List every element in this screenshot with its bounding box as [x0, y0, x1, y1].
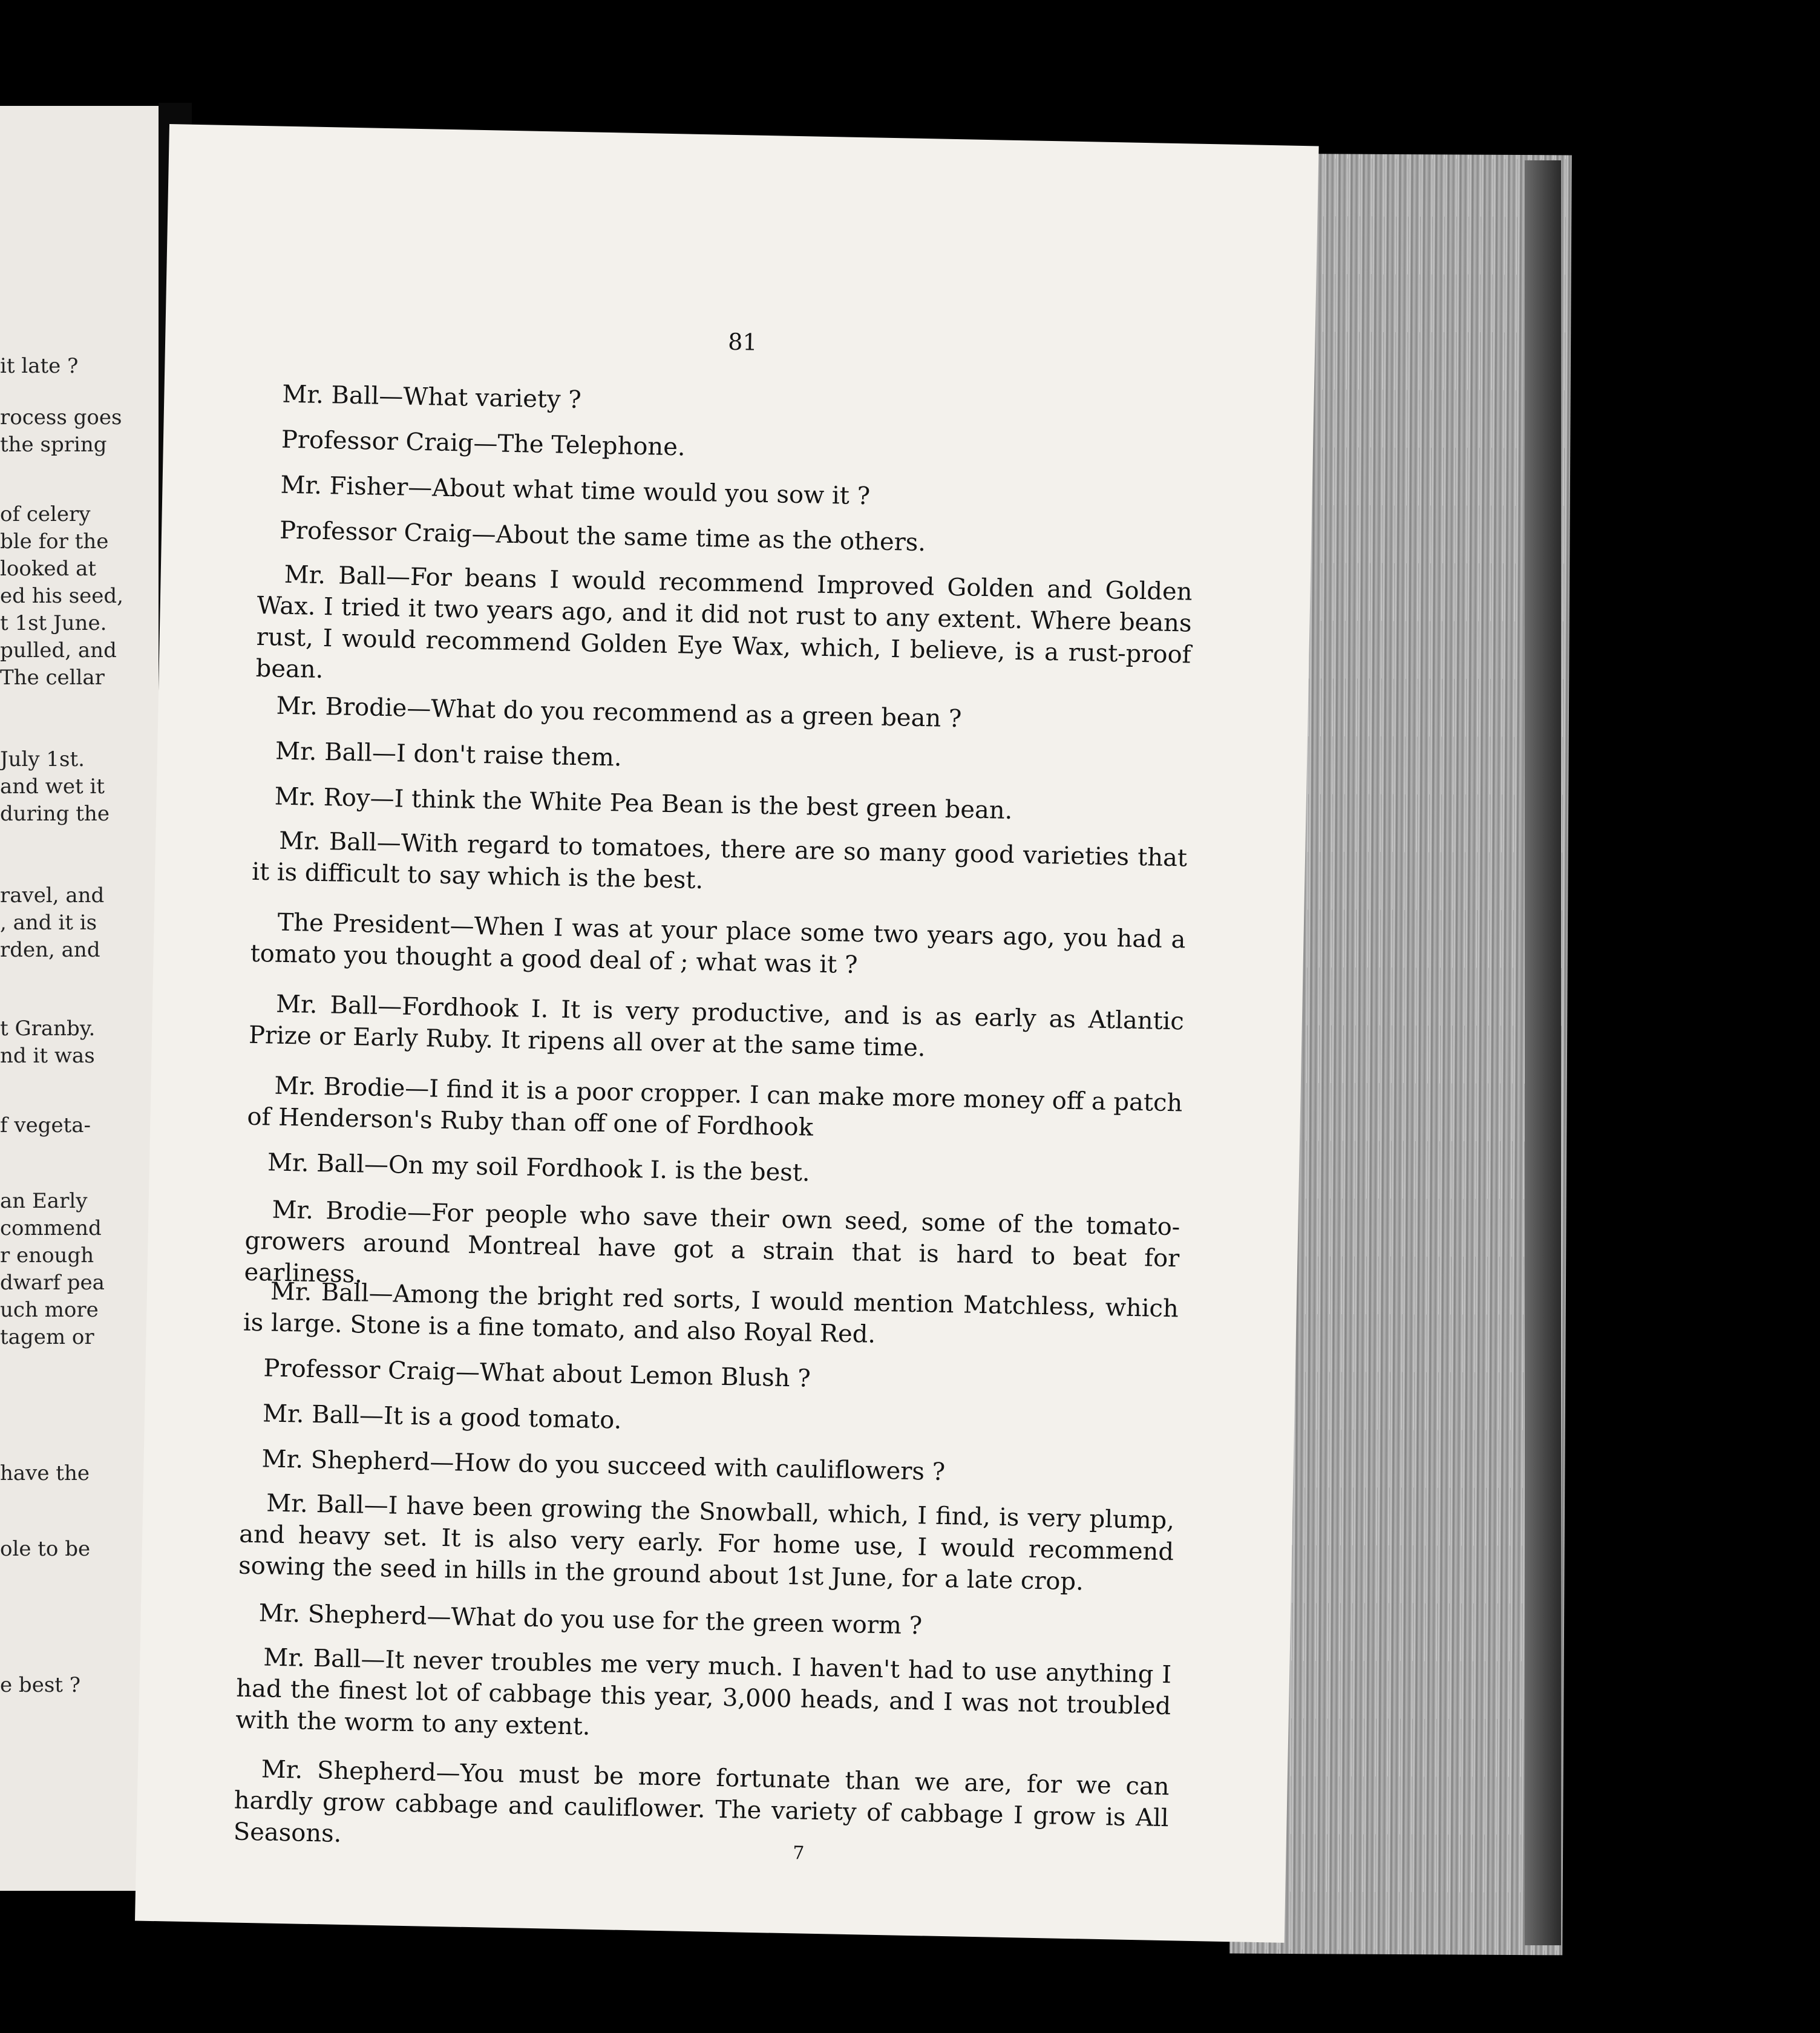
left-fragment: tagem or	[0, 1325, 94, 1349]
dialogue-paragraph: Mr. Brodie—For people who save their own seed, some of the tomato-growers around Montreal have got a strain that is hard to beat for earliness.	[244, 1196, 1180, 1289]
dialogue-paragraph: Mr. Ball—It never troubles me very much. I haven't had to use anything I had the finest lot of cabbage this year, 3,000 heads, and I was not troubled with the worm to any extent.	[235, 1643, 1172, 1741]
dialogue-paragraph: Mr. Ball—Among the bright red sorts, I would mention Matchless, which is large. Stone is a fine tomato, and also Royal Red.	[243, 1277, 1179, 1349]
dialogue-line: Mr. Ball—It is a good tomato.	[262, 1400, 622, 1435]
left-page	[0, 106, 159, 1891]
left-fragment: r enough	[0, 1243, 94, 1268]
dialogue-line: Professor Craig—The Telephone.	[281, 425, 686, 462]
left-fragment: have the	[0, 1461, 90, 1485]
left-fragment: looked at	[0, 557, 97, 581]
dialogue-paragraph: Mr. Ball—Fordhook I. It is very productive, and is as early as Atlantic Prize or Early Ruby. It ripens all over at the same time.	[248, 990, 1185, 1062]
left-fragment: of celery	[0, 502, 91, 526]
left-fragment: and wet it	[0, 774, 105, 799]
dialogue-paragraph: Mr. Ball—I have been growing the Snowball, which, I find, is very plump, and heavy set. It is also very early. For home use, I would recommend sowing the seed in hills in the ground about 1st June, for a late crop.	[238, 1489, 1175, 1596]
left-fragment: t Granby.	[0, 1016, 96, 1041]
dialogue-line: Professor Craig—About the same time as the others.	[279, 516, 926, 557]
left-fragment: the spring	[0, 433, 107, 457]
left-fragment: it late ?	[0, 354, 79, 378]
left-fragment: e best ?	[0, 1673, 80, 1697]
dialogue-line: Mr. Roy—I think the White Pea Bean is the best green bean.	[274, 782, 1013, 825]
dialogue-line: Mr. Fisher—About what time would you sow it ?	[280, 471, 871, 511]
dialogue-line: Mr. Ball—I don't raise them.	[275, 737, 623, 772]
left-fragment: dwarf pea	[0, 1271, 105, 1295]
left-fragment: t 1st June.	[0, 611, 107, 635]
left-fragment: nd it was	[0, 1044, 95, 1068]
dialogue-line: Mr. Ball—What variety ?	[282, 380, 582, 414]
page-number: 81	[727, 328, 758, 356]
left-fragment: ble for the	[0, 529, 109, 554]
left-fragment: f vegeta-	[0, 1113, 91, 1138]
left-fragment: uch more	[0, 1298, 99, 1322]
left-fragment: rden, and	[0, 938, 100, 962]
signature-mark: 7	[792, 1842, 805, 1864]
left-fragment: , and it is	[0, 911, 97, 935]
left-fragment: ed his seed,	[0, 584, 123, 608]
left-fragment: rocess goes	[0, 405, 122, 430]
page-edge-shadow	[1525, 160, 1561, 1945]
left-fragment: during the	[0, 802, 110, 826]
dialogue-paragraph: The President—When I was at your place some two years ago, you had a tomato you thought a good deal of ; what was it ?	[250, 908, 1186, 980]
dialogue-paragraph: Mr. Ball—For beans I would recommend Improved Golden and Golden Wax. I tried it two years ago, and it did not rust to any extent. Where beans rust, I would recommend Golden Eye Wax, which, I believe, is a rust-proof bean.	[255, 560, 1193, 684]
dialogue-line: Mr. Ball—On my soil Fordhook I. is the best.	[267, 1148, 811, 1187]
dialogue-line: Mr. Shepherd—What do you use for the green worm ?	[258, 1599, 923, 1640]
dialogue-paragraph: Mr. Ball—With regard to tomatoes, there are so many good varieties that it is difficult to say which is the best.	[251, 827, 1188, 895]
dialogue-paragraph: Mr. Brodie—I find it is a poor cropper. I can make more money off a patch of Henderson's Ruby than off one of Fordhook	[247, 1072, 1183, 1142]
dialogue-line: Professor Craig—What about Lemon Blush ?	[263, 1354, 811, 1393]
dialogue-paragraph: Mr. Shepherd—You must be more fortunate than we are, for we can hardly grow cabbage and cauliflower. The variety of cabbage I grow is All Seasons.	[233, 1755, 1170, 1848]
left-fragment: an Early	[0, 1189, 88, 1213]
left-fragment: The cellar	[0, 666, 105, 690]
main-page	[135, 124, 1319, 1943]
left-fragment: July 1st.	[0, 747, 85, 771]
dialogue-line: Mr. Brodie—What do you recommend as a green bean ?	[276, 692, 962, 733]
left-fragment: ole to be	[0, 1537, 91, 1561]
left-fragment: pulled, and	[0, 638, 117, 663]
left-fragment: commend	[0, 1216, 102, 1240]
dialogue-line: Mr. Shepherd—How do you succeed with cauliflowers ?	[261, 1445, 946, 1487]
left-fragment: ravel, and	[0, 883, 105, 908]
